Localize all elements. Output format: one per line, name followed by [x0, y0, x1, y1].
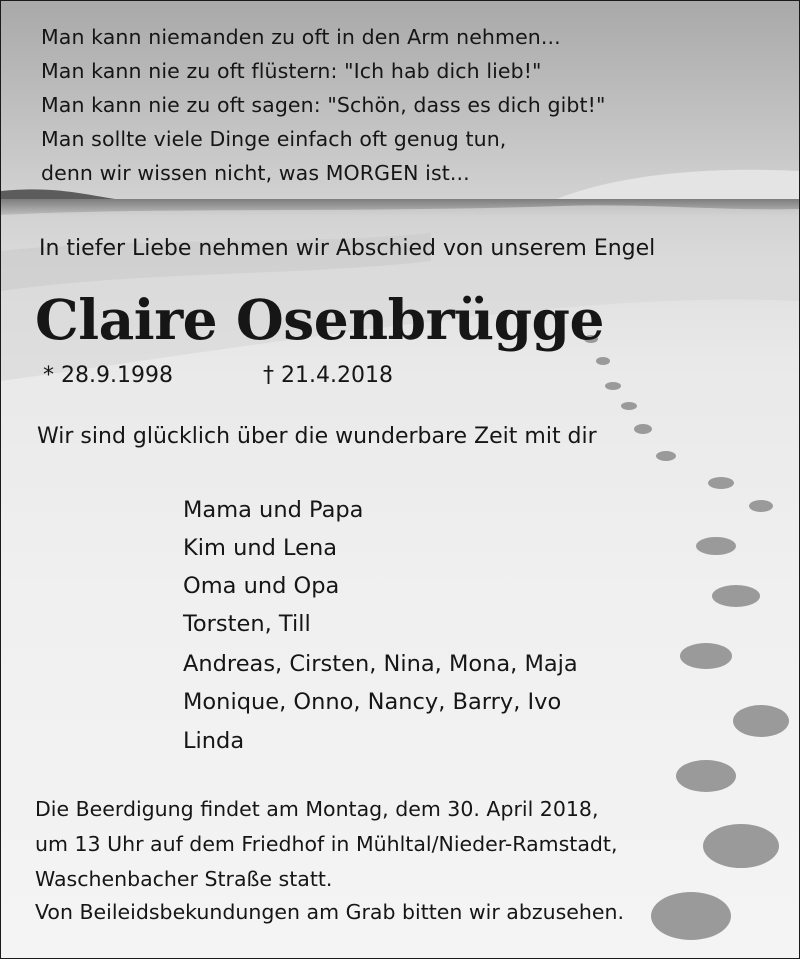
- funeral-info-line: Von Beileidsbekundungen am Grab bitten wir abzusehen.: [35, 900, 625, 924]
- death-date: † 21.4.2018: [263, 363, 393, 388]
- family-line: Monique, Onno, Nancy, Barry, Ivo: [183, 689, 562, 715]
- poem-line: Man kann nie zu oft sagen: "Schön, dass es dich gibt!": [41, 93, 606, 117]
- life-dates: [43, 363, 393, 388]
- deceased-name: Claire Osenbrügge: [35, 287, 604, 352]
- poem-line: Man sollte viele Dinge einfach oft genug tun,: [41, 127, 507, 151]
- family-line: Oma und Opa: [183, 573, 340, 599]
- family-line: Andreas, Cirsten, Nina, Mona, Maja: [183, 651, 578, 677]
- poem-line: Man kann niemanden zu oft in den Arm nehmen...: [41, 25, 561, 49]
- announcement: In tiefer Liebe nehmen wir Abschied von unserem Engel: [39, 236, 656, 261]
- gratitude-line: Wir sind glücklich über die wunderbare Zeit mit dir: [37, 424, 597, 449]
- funeral-info-line: Die Beerdigung findet am Montag, dem 30. April 2018,: [35, 797, 599, 821]
- family-line: Mama und Papa: [183, 497, 364, 523]
- poem-line: Man kann nie zu oft flüstern: "Ich hab dich lieb!": [41, 59, 542, 83]
- family-line: Kim und Lena: [183, 535, 338, 561]
- family-line: Linda: [183, 728, 245, 754]
- funeral-info-line: um 13 Uhr auf dem Friedhof in Mühltal/Nieder-Ramstadt,: [35, 832, 618, 856]
- family-line: Torsten, Till: [183, 611, 311, 637]
- poem-line: denn wir wissen nicht, was MORGEN ist...: [41, 161, 470, 185]
- birth-date: * 28.9.1998: [43, 363, 173, 388]
- funeral-info-line: Waschenbacher Straße statt.: [35, 867, 333, 891]
